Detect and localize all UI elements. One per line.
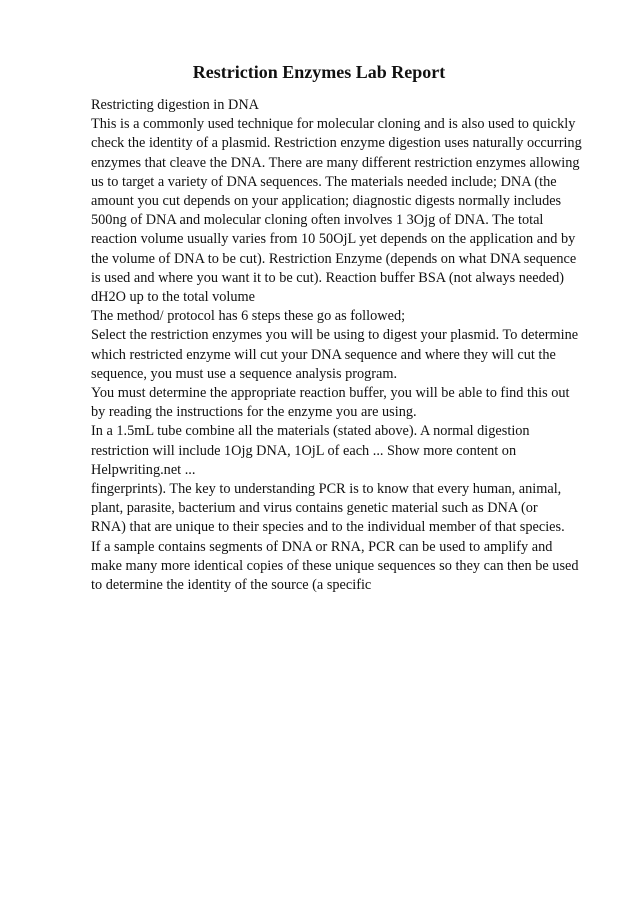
body-line: restriction will include 1Ojg DNA, 1OjL of each ... Show more content on [91,442,517,459]
body-line: The method/ protocol has 6 steps these go as followed; [91,308,406,325]
body-line: Restricting digestion in DNA [91,97,259,113]
body-line: RNA) that are unique to their species and to the individual member of that species. [91,519,565,536]
body-line: by reading the instructions for the enzyme you are using. [91,404,417,421]
body-line: fingerprints). The key to understanding PCR is to know that every human, animal, [91,481,562,498]
body-line: You must determine the appropriate reaction buffer, you will be able to find this out [91,385,570,402]
body-line: If a sample contains segments of DNA or RNA, PCR can be used to amplify and [91,538,553,555]
body-line: make many more identical copies of these unique sequences so they can then be used [91,557,579,574]
body-line: dH2O up to the total volume [91,289,255,306]
body-line: 500ng of DNA and molecular cloning often involves 1 3Ojg of DNA. The total [91,212,544,229]
body-line: check the identity of a plasmid. Restriction enzyme digestion uses naturally occurring [91,135,582,152]
body-line: Select the restriction enzymes you will be using to digest your plasmid. To determine [91,327,579,344]
body-line: to determine the identity of the source (a specific [91,577,372,594]
body-line: This is a commonly used technique for molecular cloning and is also used to quickly [91,116,576,133]
body-line: amount you cut depends on your application; diagnostic digests normally includes [91,193,562,210]
body-line: Helpwriting.net ... [91,461,196,478]
body-line: the volume of DNA to be cut). Restriction Enzyme (depends on what DNA sequence [91,250,577,267]
document-body [91,96,611,595]
body-line: enzymes that cleave the DNA. There are many different restriction enzymes allowing [91,154,580,171]
body-line: which restricted enzyme will cut your DNA sequence and where they will cut the [91,346,556,363]
body-line: sequence, you must use a sequence analysis program. [91,365,398,382]
body-line: reaction volume usually varies from 10 50OjL yet depends on the application and by [91,231,576,248]
body-line: plant, parasite, bacterium and virus contains genetic material such as DNA (or [91,500,538,517]
document-title: Restriction Enzymes Lab Report [192,62,446,82]
body-line: us to target a variety of DNA sequences. The materials needed include; DNA (the [91,173,557,190]
body-line: In a 1.5mL tube combine all the materials (stated above). A normal digestion [91,423,530,440]
body-line: is used and where you want it to be cut). Reaction buffer BSA (not always needed) [91,269,564,286]
